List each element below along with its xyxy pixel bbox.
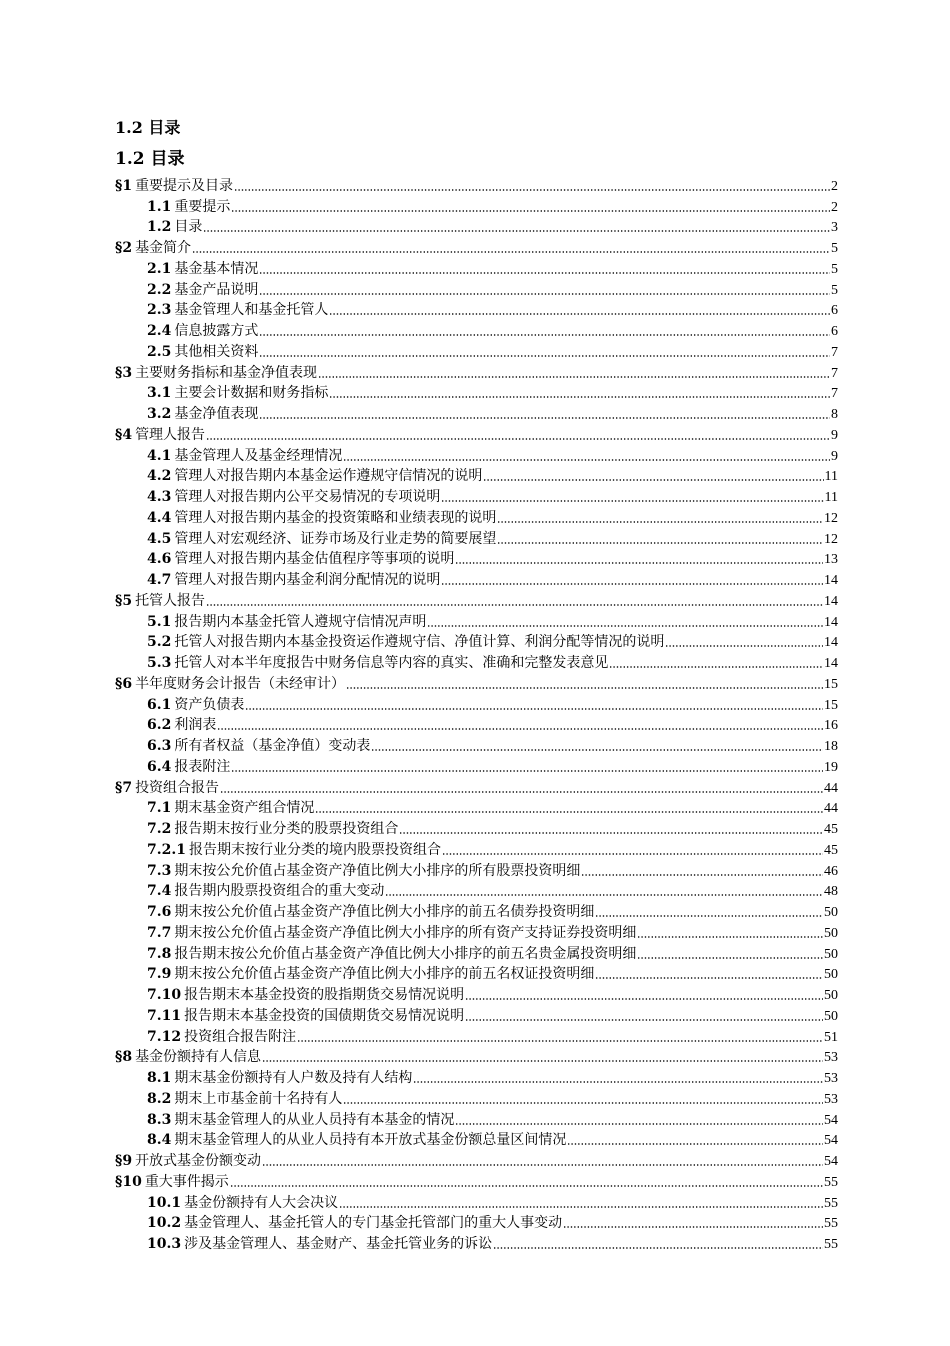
toc-entry-title: 期末基金资产组合情况 [174,800,315,817]
toc-entry-page: 46 [824,863,838,879]
toc-entry-number: §4 [115,426,133,443]
toc-entry-number: 6.4 [147,758,172,775]
toc-entry[interactable] [115,734,838,755]
toc-entry-number: 6.2 [147,717,172,734]
dot-leader [217,727,823,731]
toc-entry[interactable] [115,963,838,984]
toc-entry-title: 重要提示及目录 [135,177,234,194]
toc-entry[interactable] [115,340,838,361]
dot-leader [329,395,830,399]
toc-entry-title: 资产负债表 [174,696,245,713]
toc-entry[interactable] [115,672,838,693]
toc-heading: 1.2 目录 [115,149,185,169]
toc-entry[interactable] [115,236,838,257]
toc-entry[interactable] [115,1212,838,1233]
toc-entry[interactable] [115,361,838,382]
toc-entry-title: 报告期内本基金托管人遵规守信情况声明 [174,613,427,630]
toc-entry[interactable] [115,402,838,423]
toc-entry-title: 基金简介 [135,240,192,256]
toc-entry-page: 14 [824,573,838,588]
toc-entry[interactable] [115,1232,838,1253]
toc-entry-number: §1 [115,177,133,194]
toc-entry-page: 48 [824,884,838,900]
toc-entry-title: 期末按公允价值占基金资产净值比例大小排序的前五名债券投资明细 [174,904,595,920]
toc-entry-number: 4.1 [147,447,172,464]
toc-entry-page: 2 [831,199,838,215]
toc-entry[interactable] [115,983,838,1004]
toc-entry-number: §5 [115,592,133,609]
toc-entry[interactable] [115,382,838,403]
dot-leader [339,1205,823,1209]
toc-entry-title: 期末基金管理人的从业人员持有本基金的情况 [174,1111,455,1128]
toc-entry-number: 2.1 [147,260,172,277]
section-heading: 1.2 目录 [115,118,181,137]
toc-entry-number: 1.1 [147,198,172,215]
table-of-contents [115,174,838,1253]
toc-entry-number: 5.1 [147,613,172,630]
toc-entry-title: 其他相关资料 [174,343,259,360]
dot-leader [329,312,830,316]
toc-entry[interactable] [115,1004,838,1025]
toc-entry-page: 55 [824,1216,838,1232]
toc-entry-number: 2.3 [147,302,172,319]
dot-leader [230,1184,823,1188]
toc-entry-page: 9 [831,448,838,464]
dot-leader [563,1225,823,1229]
toc-entry-title: 托管人对报告期内本基金投资运作遵规守信、净值计算、利润分配等情况的说明 [174,634,665,651]
dot-leader [455,1122,823,1126]
toc-entry-page: 8 [831,407,838,422]
dot-leader [245,707,823,711]
toc-entry-number: §10 [115,1173,142,1190]
toc-entry-number: 7.2.1 [147,841,186,858]
dot-leader [231,209,830,213]
toc-entry[interactable] [115,548,838,569]
toc-entry[interactable] [115,278,838,299]
toc-entry[interactable] [115,693,838,714]
toc-entry-number: 8.2 [147,1090,172,1107]
toc-entry-page: 6 [831,303,838,319]
toc-entry-title: 报告期内股票投资组合的重大变动 [174,883,385,900]
toc-entry-title: 期末按公允价值占基金资产净值比例大小排序的所有资产支持证券投资明细 [174,924,637,941]
toc-entry[interactable] [115,1046,838,1067]
dot-leader [497,541,823,545]
toc-entry-page: 9 [831,427,838,443]
toc-entry-number: 7.7 [147,924,172,941]
toc-entry-title: 所有者权益（基金净值）变动表 [174,738,371,754]
toc-entry-number: 10.3 [147,1236,182,1252]
toc-entry[interactable] [115,817,838,838]
toc-entry-title: 主要会计数据和财务指标 [174,385,329,402]
dot-leader [609,665,823,669]
toc-entry-number: 5.2 [147,634,172,651]
toc-entry-page: 13 [824,552,838,568]
toc-entry[interactable] [115,1087,838,1108]
dot-leader [192,250,830,254]
toc-entry-page: 18 [824,739,838,754]
toc-entry-number: 8.1 [147,1070,172,1086]
toc-entry[interactable] [115,859,838,880]
toc-entry-number: 7.3 [147,862,172,879]
toc-entry[interactable] [115,651,838,672]
toc-entry-title: 期末基金管理人的从业人员持有本开放式基金份额总量区间情况 [174,1132,567,1149]
toc-entry-page: 12 [824,531,838,547]
dot-leader [297,1039,823,1043]
toc-entry-number: 4.4 [147,509,172,526]
toc-entry-title: 基金净值表现 [174,406,259,422]
dot-leader [234,188,830,192]
toc-entry-page: 55 [824,1195,838,1211]
toc-entry-number: 7.11 [147,1007,182,1024]
toc-entry-title: 基金基本情况 [174,260,259,277]
toc-entry-number: 7.10 [147,987,182,1003]
toc-entry-title: 涉及基金管理人、基金财产、基金托管业务的诉讼 [184,1236,493,1252]
toc-entry-page: 7 [831,386,838,402]
toc-entry[interactable] [115,1066,838,1087]
dot-leader [399,831,823,835]
toc-entry[interactable] [115,631,838,652]
toc-entry-number: 4.2 [147,468,172,485]
toc-entry[interactable] [115,900,838,921]
toc-entry[interactable] [115,942,838,963]
toc-entry-title: 半年度财务会计报告（未经审计） [135,675,346,692]
toc-entry-page: 51 [824,1029,838,1045]
toc-entry-number: 2.4 [147,323,172,339]
toc-entry[interactable] [115,797,838,818]
toc-entry-title: 管理人对报告期内本基金运作遵规守信情况的说明 [174,468,483,485]
toc-entry[interactable] [115,257,838,278]
dot-leader [315,810,823,814]
toc-entry-page: 14 [824,656,838,671]
toc-entry-page: 53 [824,1050,838,1066]
toc-entry[interactable] [115,195,838,216]
toc-entry-title: 利润表 [174,717,217,734]
dot-leader [203,229,830,233]
dot-leader [441,582,823,586]
toc-entry[interactable] [115,589,838,610]
toc-entry[interactable] [115,174,838,195]
toc-entry-page: 55 [824,1237,838,1252]
toc-entry-title: 托管人报告 [135,592,206,609]
toc-entry[interactable] [115,465,838,486]
toc-entry-page: 5 [831,261,838,277]
toc-entry-number: 3.1 [147,385,172,402]
dot-leader [497,520,823,524]
toc-entry-title: 开放式基金份额变动 [135,1153,262,1169]
toc-entry-page: 7 [831,365,838,381]
dot-leader [259,333,830,337]
toc-entry-title: 投资组合报告 [135,779,220,796]
toc-entry-number: 7.4 [147,883,172,900]
toc-entry-page: 50 [824,905,838,920]
toc-entry-title: 报告期末按行业分类的股票投资组合 [174,821,399,837]
toc-entry[interactable] [115,568,838,589]
toc-entry-page: 14 [824,635,838,651]
toc-entry-title: 期末基金份额持有人户数及持有人结构 [174,1070,413,1086]
toc-entry-title: 管理人对宏观经济、证券市场及行业走势的简要展望 [174,530,497,547]
toc-entry-page: 55 [824,1174,838,1190]
toc-entry-number: 7.8 [147,945,172,962]
dot-leader [637,956,823,960]
toc-entry-title: 报告期末本基金投资的国债期货交易情况说明 [184,1007,465,1024]
toc-entry-number: 4.7 [147,572,172,588]
toc-entry-number: 4.5 [147,530,172,547]
dot-leader [220,790,823,794]
dot-leader [427,624,823,628]
toc-entry-page: 44 [824,780,838,796]
toc-entry-title: 期末上市基金前十名持有人 [174,1090,343,1107]
toc-entry-title: 主要财务指标和基金净值表现 [135,364,318,381]
toc-entry-page: 11 [824,490,838,505]
toc-entry-page: 54 [824,1154,838,1169]
toc-entry-title: 投资组合报告附注 [184,1028,297,1045]
toc-entry-number: 6.3 [147,738,172,754]
dot-leader [259,292,830,296]
toc-entry-number: 5.3 [147,655,172,671]
toc-entry-number: 1.2 [147,219,172,236]
toc-entry-title: 报表附注 [174,758,231,775]
toc-entry-number: 8.4 [147,1132,172,1149]
toc-entry-title: 托管人对本半年度报告中财务信息等内容的真实、准确和完整发表意见 [174,655,609,671]
toc-entry[interactable] [115,299,838,320]
toc-entry-page: 14 [824,614,838,630]
toc-entry-number: 3.2 [147,406,172,422]
toc-entry-title: 管理人对报告期内基金利润分配情况的说明 [174,572,441,588]
toc-entry[interactable] [115,1191,838,1212]
toc-entry-number: §7 [115,779,133,796]
dot-leader [262,1163,823,1167]
dot-leader [385,893,823,897]
toc-entry-title: 信息披露方式 [174,323,259,339]
toc-entry-page: 45 [824,822,838,837]
dot-leader [206,437,830,441]
toc-entry-page: 50 [824,946,838,962]
toc-entry-number: §2 [115,240,133,256]
toc-entry-page: 50 [824,1008,838,1024]
toc-entry-number: 4.3 [147,489,172,505]
dot-leader [595,914,823,918]
toc-entry[interactable] [115,1108,838,1129]
toc-entry-number: §6 [115,675,133,692]
toc-entry[interactable] [115,838,838,859]
toc-entry-number: §3 [115,364,133,381]
toc-entry-page: 50 [824,967,838,983]
dot-leader [231,769,823,773]
dot-leader [259,354,830,358]
toc-entry[interactable] [115,776,838,797]
toc-entry-title: 目录 [174,219,203,236]
toc-entry-page: 2 [831,178,838,194]
dot-leader [665,644,823,648]
toc-entry-number: §8 [115,1049,133,1066]
toc-entry-title: 报告期末本基金投资的股指期货交易情况说明 [184,987,465,1003]
toc-entry[interactable] [115,1170,838,1191]
toc-entry-page: 11 [824,469,838,485]
toc-entry[interactable] [115,216,838,237]
dot-leader [581,873,823,877]
toc-entry-page: 45 [824,842,838,858]
dot-leader [567,1142,823,1146]
toc-entry-number: 7.6 [147,904,172,920]
toc-entry-title: 报告期末按行业分类的境内股票投资组合 [188,841,441,858]
toc-entry-number: 2.5 [147,343,172,360]
toc-entry-title: 基金管理人、基金托管人的专门基金托管部门的重大人事变动 [184,1215,563,1232]
toc-entry-title: 报告期末按公允价值占基金资产净值比例大小排序的前五名贵金属投资明细 [174,945,637,962]
dot-leader [465,1018,823,1022]
toc-entry[interactable] [115,1025,838,1046]
toc-entry[interactable] [115,319,838,340]
toc-entry-page: 19 [824,759,838,775]
dot-leader [318,375,830,379]
dot-leader [259,271,830,275]
dot-leader [413,1080,823,1084]
toc-entry-page: 14 [824,593,838,609]
dot-leader [483,478,823,482]
toc-entry-title: 基金产品说明 [174,281,259,298]
toc-entry-page: 44 [824,801,838,817]
toc-entry-page: 53 [824,1091,838,1107]
toc-entry[interactable] [115,1149,838,1170]
toc-entry-title: 管理人对报告期内公平交易情况的专项说明 [174,489,441,505]
toc-entry-title: 期末按公允价值占基金资产净值比例大小排序的前五名权证投资明细 [174,966,595,983]
dot-leader [595,976,823,980]
toc-entry-title: 重大事件揭示 [144,1173,229,1190]
toc-entry-number: §9 [115,1153,133,1169]
toc-entry-page: 16 [824,718,838,734]
toc-entry-page: 50 [824,925,838,941]
toc-entry-page: 5 [831,241,838,256]
toc-entry-number: 7.9 [147,966,172,983]
dot-leader [493,1246,823,1250]
dot-leader [441,499,823,503]
toc-entry-title: 期末按公允价值占基金资产净值比例大小排序的所有股票投资明细 [174,862,581,879]
toc-entry-number: 6.1 [147,696,172,713]
dot-leader [371,748,823,752]
toc-entry-number: 4.6 [147,551,172,568]
toc-entry-page: 53 [824,1071,838,1086]
toc-entry-title: 重要提示 [174,198,231,215]
toc-entry-page: 12 [824,510,838,526]
toc-entry-number: 7.1 [147,800,172,817]
dot-leader [465,997,823,1001]
toc-entry[interactable] [115,880,838,901]
toc-entry-page: 50 [824,988,838,1003]
toc-entry-number: 10.2 [147,1215,182,1232]
toc-entry-page: 54 [824,1133,838,1149]
toc-entry-number: 10.1 [147,1194,182,1211]
toc-entry-number: 7.2 [147,821,172,837]
toc-entry-title: 管理人对报告期内基金的投资策略和业绩表现的说明 [174,509,497,526]
toc-entry-page: 15 [824,676,838,692]
toc-entry-page: 7 [831,344,838,360]
toc-entry-title: 基金管理人及基金经理情况 [174,447,343,464]
toc-entry[interactable] [115,714,838,735]
toc-entry-title: 基金份额持有人信息 [135,1049,262,1066]
toc-entry-page: 6 [831,324,838,339]
toc-entry[interactable] [115,444,838,465]
dot-leader [206,603,823,607]
toc-entry-number: 2.2 [147,281,172,298]
toc-entry[interactable] [115,755,838,776]
toc-entry-page: 3 [831,220,838,236]
dot-leader [262,1059,823,1063]
dot-leader [637,935,823,939]
toc-entry-number: 8.3 [147,1111,172,1128]
dot-leader [346,686,823,690]
dot-leader [442,852,823,856]
toc-entry-page: 15 [824,697,838,713]
dot-leader [343,1101,823,1105]
toc-entry-title: 管理人对报告期内基金估值程序等事项的说明 [174,551,455,568]
toc-entry-page: 5 [831,282,838,298]
toc-entry[interactable] [115,527,838,548]
toc-entry[interactable] [115,921,838,942]
toc-entry[interactable] [115,610,838,631]
toc-entry-title: 基金份额持有人大会决议 [184,1194,339,1211]
dot-leader [455,561,823,565]
toc-entry[interactable] [115,485,838,506]
dot-leader [343,458,830,462]
toc-entry[interactable] [115,506,838,527]
toc-entry-page: 54 [824,1112,838,1128]
toc-entry-title: 管理人报告 [135,426,206,443]
toc-entry[interactable] [115,423,838,444]
toc-entry-title: 基金管理人和基金托管人 [174,302,329,319]
toc-entry[interactable] [115,1129,838,1150]
toc-entry-number: 7.12 [147,1028,182,1045]
dot-leader [259,416,830,420]
